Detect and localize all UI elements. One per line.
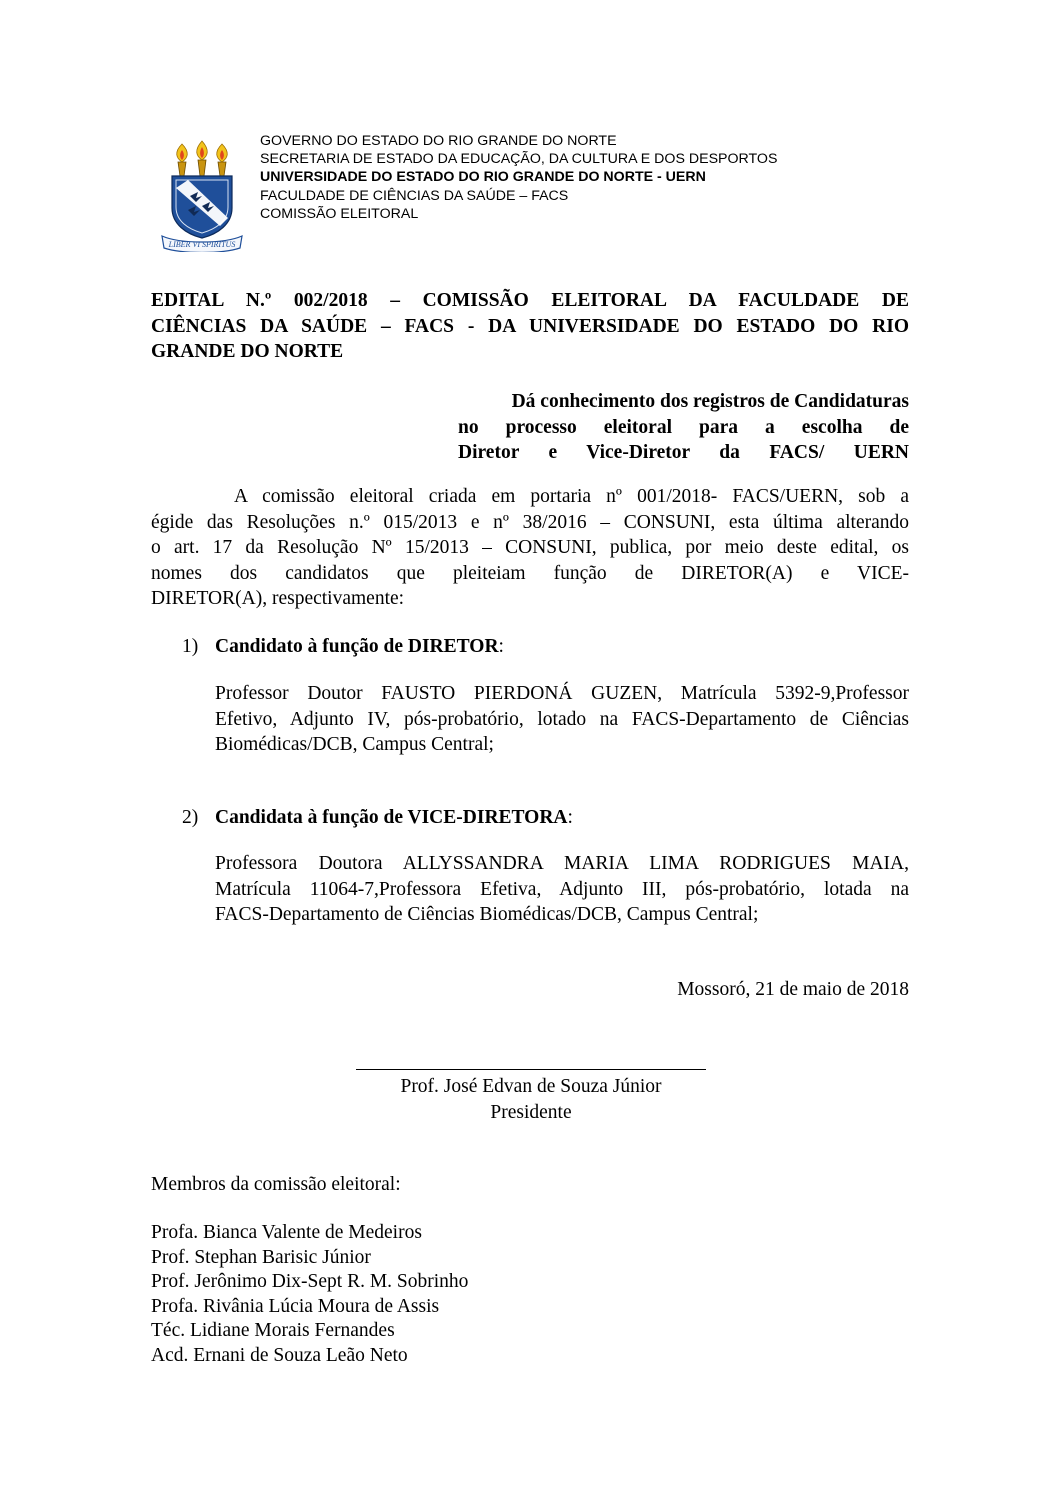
signer-role: Presidente [490, 1101, 572, 1123]
torch-icon [197, 141, 208, 176]
candidate-description-vice-director [215, 851, 909, 928]
candidate-heading-director [182, 634, 504, 660]
heading-suffix: : [567, 807, 573, 828]
institution-header [260, 132, 777, 223]
uern-coat-of-arms-logo [160, 140, 244, 252]
candidate-description-director [215, 681, 909, 758]
header-line-government: GOVERNO DO ESTADO DO RIO GRANDE DO NORTE [260, 133, 617, 149]
list-number: 2) [182, 807, 199, 828]
header-line-faculty: FACULDADE DE CIÊNCIAS DA SAÚDE – FACS [260, 187, 569, 204]
torch-icon [217, 144, 228, 176]
signer-name: Prof. José Edvan de Souza Júnior [400, 1076, 662, 1097]
paragraph-line: o art. 17 da Resolução Nº 15/2013 – CONSUNI, publica, por meio deste edital, os [151, 537, 909, 558]
document-title [151, 288, 909, 365]
intro-paragraph [151, 484, 909, 612]
header-line-commission: COMISSÃO ELEITORAL [260, 205, 419, 222]
member-item: Acd. Ernani de Souza Leão Neto [151, 1344, 408, 1366]
heading-suffix: : [498, 636, 504, 657]
candidate-line: Biomédicas/DCB, Campus Central; [215, 734, 494, 755]
member-item: Prof. Jerônimo Dix-Sept R. M. Sobrinho [151, 1271, 469, 1292]
member-item: Profa. Rivânia Lúcia Moura de Assis [151, 1295, 440, 1317]
candidate-line: Matrícula 11064-7,Professora Efetiva, Adjunto III, pós-probatório, lotada na [215, 878, 909, 900]
paragraph-line: DIRETOR(A), respectivamente: [151, 588, 405, 609]
ementa-line: no processo eleitoral para a escolha de [458, 416, 909, 438]
member-item: Téc. Lidiane Morais Fernandes [151, 1320, 395, 1341]
candidate-line: Professor Doutor FAUSTO PIERDONÁ GUZEN, Matrícula 5392-9,Professor [215, 683, 909, 704]
candidate-line: Professora Doutora ALLYSSANDRA MARIA LIMA RODRIGUES MAIA, [215, 853, 909, 874]
candidate-heading-vice-director [182, 805, 573, 831]
title-line: EDITAL N.º 002/2018 – COMISSÃO ELEITORAL DA FACULDADE DE [151, 290, 909, 311]
candidate-role-label: Candidata à função de VICE-DIRETORA [215, 807, 568, 828]
paragraph-line: nomes dos candidatos que pleiteiam função de DIRETOR(A) e VICE- [151, 562, 909, 584]
ementa-line: Dá conhecimento dos registros de Candidaturas [511, 391, 909, 412]
signature-line [356, 1069, 706, 1070]
ementa-line: Diretor e Vice-Diretor da FACS/ UERN [458, 442, 909, 463]
header-line-university: UNIVERSIDADE DO ESTADO DO RIO GRANDE DO NORTE - UERN [260, 169, 706, 186]
member-item: Prof. Stephan Barisic Júnior [151, 1246, 371, 1268]
paragraph-line: A comissão eleitoral criada em portaria nº 001/2018- FACS/UERN, sob a [234, 486, 909, 507]
candidate-line: FACS-Departamento de Ciências Biomédicas/DCB, Campus Central; [215, 904, 759, 925]
torch-icon [177, 144, 188, 176]
paragraph-line: égide das Resoluções n.º 015/2013 e nº 38/2016 – CONSUNI, esta última alterando [151, 511, 909, 533]
header-line-secretariat: SECRETARIA DE ESTADO DA EDUCAÇÃO, DA CULTURA E DOS DESPORTOS [260, 151, 778, 168]
title-line: GRANDE DO NORTE [151, 341, 344, 362]
signature-block [356, 1074, 706, 1125]
member-item: Profa. Bianca Valente de Medeiros [151, 1222, 422, 1243]
members-list [151, 1221, 468, 1368]
members-heading: Membros da comissão eleitoral: [151, 1174, 401, 1195]
list-number: 1) [182, 636, 199, 657]
logo-motto-text: LIBER VI SPIRITUS [168, 240, 236, 249]
candidate-line: Efetivo, Adjunto IV, pós-probatório, lotado na FACS-Departamento de Ciências [215, 708, 909, 730]
title-line: CIÊNCIAS DA SAÚDE – FACS - DA UNIVERSIDADE DO ESTADO DO RIO [151, 315, 909, 337]
summary-ementa [458, 389, 909, 466]
place-date: Mossoró, 21 de maio de 2018 [677, 979, 909, 1000]
candidate-role-label: Candidato à função de DIRETOR [215, 636, 499, 657]
